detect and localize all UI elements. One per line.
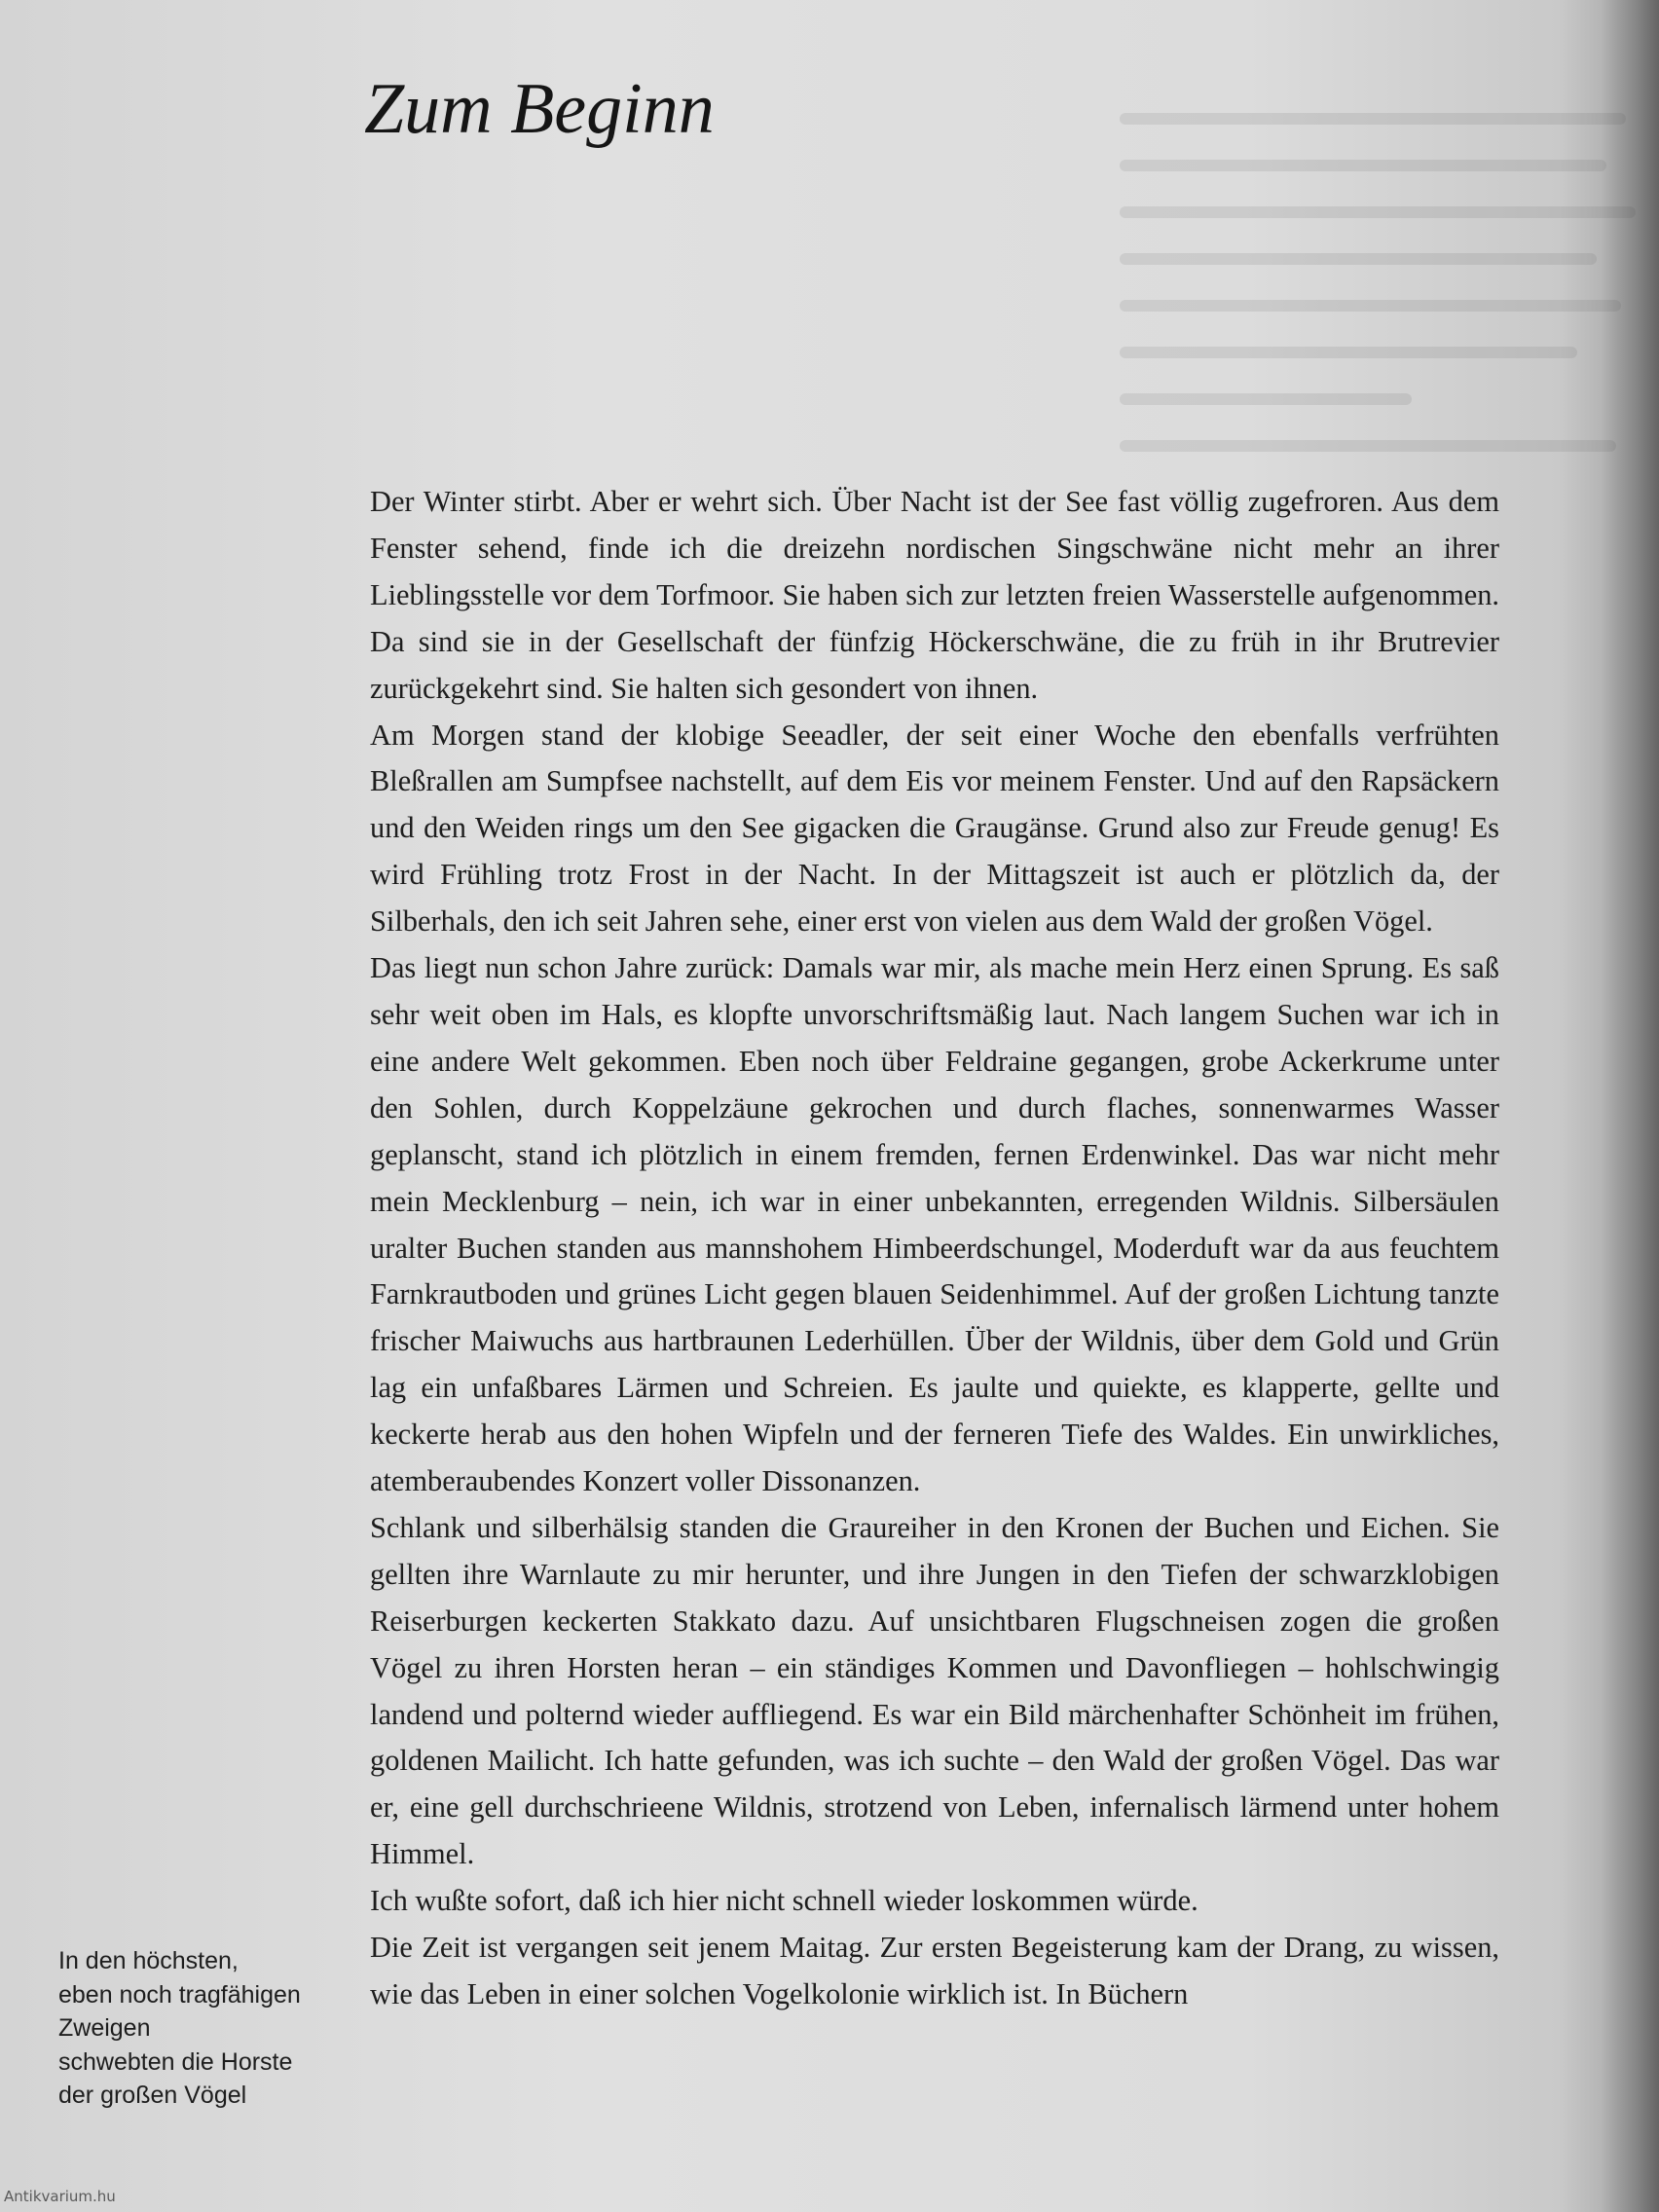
paragraph: Die Zeit ist vergangen seit jenem Maitag. Zur ersten Begeisterung kam der Drang, zu wissen, wie das Leben in einer solchen Vogelkolonie wirklich ist. In Büchern xyxy=(370,1931,1499,2010)
paragraph: Ich wußte sofort, daß ich hier nicht schnell wieder loskommen würde. xyxy=(370,1884,1198,1918)
paragraph: Am Morgen stand der klobige Seeadler, der seit einer Woche den ebenfalls verfrühten Bleßrallen am Sumpfsee nachstellt, auf dem Eis vor meinem Fenster. Und auf den Rapsäckern und den Weiden rings um den See gigacken die Graugänse. Grund also zur Freude genug! Es wird Frühling trotz Frost in der Nacht. In der Mittagszeit ist auch er plötzlich da, der Silberhals, den ich seit Jahren sehe, einer erst von vielen aus dem Wald der großen Vögel. xyxy=(370,718,1499,939)
paragraph: Schlank und silberhälsig standen die Graureiher in den Kronen der Buchen und Eichen. Sie gellten ihre Warnlaute zu mir herunter, und ihre Jungen in den Tiefen der schwarzklobigen Reiserburgen keckerten Stakkato dazu. Auf unsichtbaren Flugschneisen zogen die großen Vögel zu ihren Horsten heran – ein ständiges Kommen und Davonfliegen – hohlschwingig landend und polternd wieder auffliegend. Es war ein Bild märchenhafter Schönheit im frühen, goldenen Mailicht. Ich hatte gefunden, was ich suchte – den Wald der großen Vögel. Das war er, eine gell durchschrieene Wildnis, strotzend von Leben, infernalisch lärmend unter hohem Himmel. xyxy=(370,1510,1499,1871)
bleed-through-text xyxy=(1120,78,1645,487)
caption-line: Zweigen xyxy=(58,2014,151,2042)
image-caption xyxy=(58,1944,350,2113)
watermark: Antikvarium.hu xyxy=(4,2188,116,2205)
caption-line: der großen Vögel xyxy=(58,2082,247,2109)
paragraph: Der Winter stirbt. Aber er wehrt sich. Über Nacht ist der See fast völlig zugefroren. Aus dem Fenster sehend, finde ich die dreizehn nordischen Singschwäne nicht mehr an ihrer Lieblingsstelle vor dem Torfmoor. Sie haben sich zur letzten freien Wasserstelle aufgenommen. Da sind sie in der Gesellschaft der fünfzig Höckerschwäne, die zu früh in ihr Brutrevier zurückgekehrt sind. Sie halten sich gesondert von ihnen. xyxy=(370,485,1499,705)
chapter-title: Zum Beginn xyxy=(364,69,715,149)
page-gutter-shadow xyxy=(1601,0,1659,2212)
caption-line: schwebten die Horste xyxy=(58,2047,293,2076)
caption-line: In den höchsten, xyxy=(58,1947,239,1974)
caption-line: eben noch tragfähigen xyxy=(58,1980,301,2009)
paragraph: Das liegt nun schon Jahre zurück: Damals war mir, als mache mein Herz einen Sprung. Es saß sehr weit oben im Hals, es klopfte unvorschriftsmäßig laut. Nach langem Suchen war ich in eine andere Welt gekommen. Eben noch über Feldraine gegangen, grobe Ackerkrume unter den Sohlen, durch Koppelzäune gekrochen und durch flaches, sonnenwarmes Wasser geplanscht, stand ich plötzlich in einem fremden, fernen Erdenwinkel. Das war nicht mehr mein Mecklenburg – nein, ich war in einer unbekannten, erregenden Wildnis. Silbersäulen uralter Buchen standen aus mannshohem Himbeerdschungel, Moderduft war da aus feuchtem Farnkrautboden und grünes Licht gegen blauen Seidenhimmel. Auf der großen Lichtung tanzte frischer Maiwuchs aus hartbraunen Lederhüllen. Über der Wildnis, über dem Gold und Grün lag ein unfaßbares Lärmen und Schreien. Es jaulte und quiekte, es klapperte, gellte und keckerte herab aus den hohen Wipfeln und der ferneren Tiefe des Waldes. Ein unwirkliches, atemberaubendes Konzert voller Dissonanzen. xyxy=(370,951,1499,1498)
body-text xyxy=(370,479,1499,2018)
